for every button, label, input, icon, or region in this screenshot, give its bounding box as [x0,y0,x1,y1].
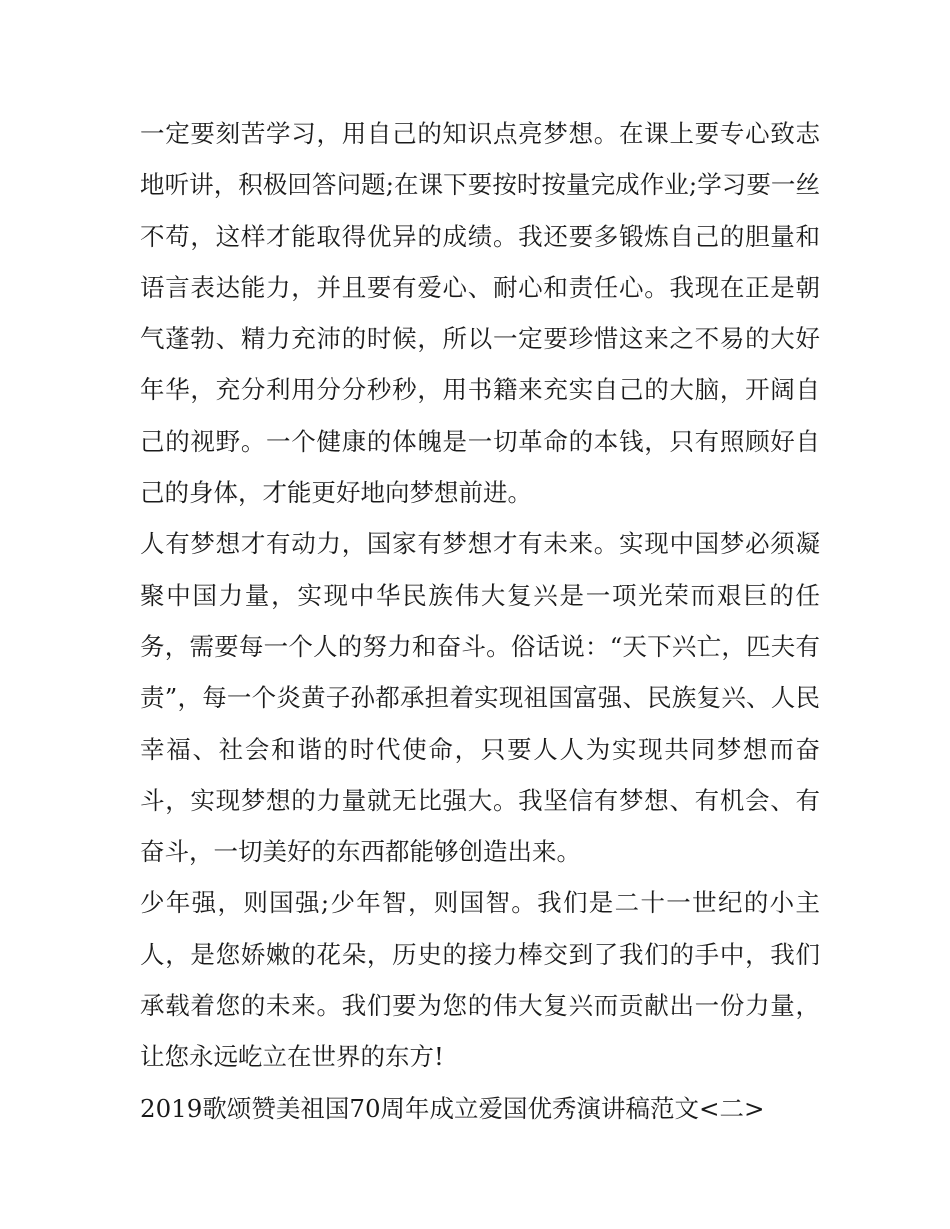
paragraph-china-dream: 人有梦想才有动力，国家有梦想才有未来。实现中国梦必须凝聚中国力量，实现中华民族伟大复兴是一项光荣而艰巨的任务，需要每一个人的努力和奋斗。俗话说：“天下兴亡，匹夫有责”，每一个炎黄子孙都承担着实现祖国富强、民族复兴、人民幸福、社会和谐的时代使命，只要人人为实现共同梦想而奋斗，实现梦想的力量就无比强大。我坚信有梦想、有机会、有奋斗，一切美好的东西都能够创造出来。 [140,529,820,867]
section-heading: 2019歌颂赞美祖国70周年成立爱国优秀演讲稿范文<二> [140,1093,765,1123]
paragraph-youth-strong: 少年强，则国强;少年智，则国智。我们是二十一世纪的小主人，是您娇嫩的花朵，历史的接力棒交到了我们的手中，我们承载着您的未来。我们要为您的伟大复兴而贡献出一份力量，让您永远屹立在世界的东方! [140,888,820,1072]
document-body [140,108,820,1134]
paragraph-study-dream: 一定要刻苦学习，用自己的知识点亮梦想。在课上要专心致志地听讲，积极回答问题;在课下要按时按量完成作业;学习要一丝不苟，这样才能取得优异的成绩。我还要多锻炼自己的胆量和语言表达能力，并且要有爱心、耐心和责任心。我现在正是朝气蓬勃、精力充沛的时候，所以一定要珍惜这来之不易的大好年华，充分利用分分秒秒，用书籍来充实自己的大脑，开阔自己的视野。一个健康的体魄是一切革命的本钱，只有照顾好自己的身体，才能更好地向梦想前进。 [140,119,820,508]
